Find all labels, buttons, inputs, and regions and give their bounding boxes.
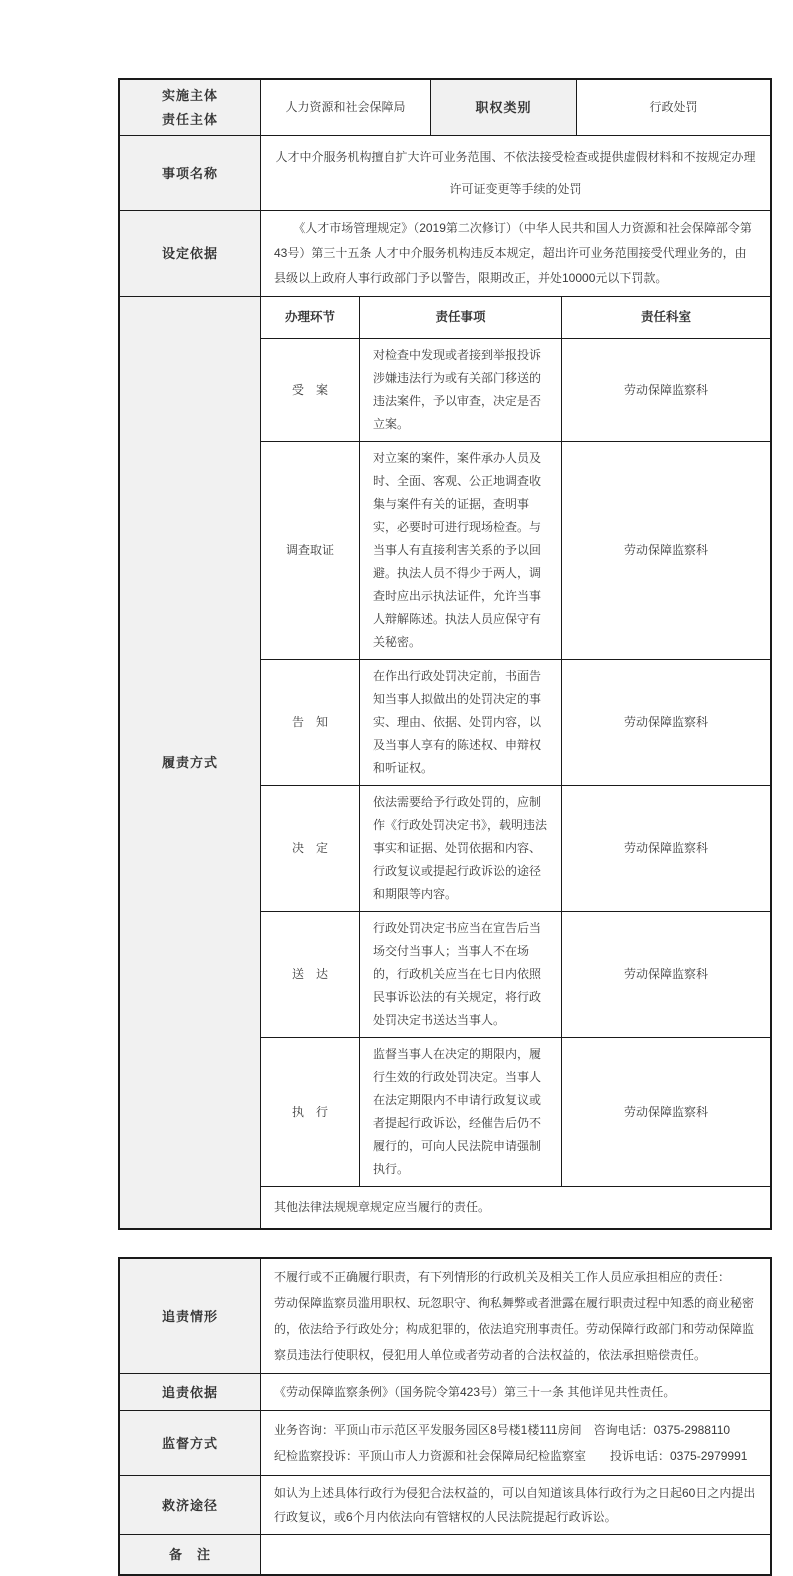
item-name-label-cell: 事项名称 — [120, 136, 260, 210]
step-name: 受 案 — [291, 382, 328, 397]
remedy-value-cell: 如认为上述具体行政行为侵犯合法权益的，可以自知道该具体行政行为之日起60日之内提出行政复议，或6个月内依法向有管辖权的人民法院提起行政诉讼。 — [260, 1476, 770, 1534]
accountability-basis-row — [120, 1373, 770, 1410]
subject-row — [120, 80, 770, 135]
responsibility-list-document — [118, 78, 772, 1576]
power-type-label-cell: 职权类别 — [430, 80, 576, 135]
step-dept: 劳动保障监察科 — [561, 1038, 770, 1186]
subject-label-line2: 责任主体 — [161, 111, 218, 127]
duty-step-row-decide — [261, 785, 770, 911]
remedy-label-cell: 救济途径 — [120, 1476, 260, 1534]
duty-table — [260, 297, 770, 1228]
supervision-line2: 纪检监察投诉：平顶山市人力资源和社会保障局纪检监察室 投诉电话：0375-2979991 — [274, 1449, 748, 1463]
duty-step-row-deliver — [261, 911, 770, 1037]
accountability-label-cell: 追责情形 — [120, 1259, 260, 1373]
duty-label-cell: 履责方式 — [120, 297, 260, 1228]
duty-header-desc: 责任事项 — [359, 297, 561, 338]
step-dept: 劳动保障监察科 — [561, 660, 770, 785]
step-name: 执 行 — [291, 1104, 328, 1119]
accountability-value-cell — [260, 1259, 770, 1373]
duty-footer-row — [261, 1186, 770, 1228]
supervision-row — [120, 1410, 770, 1475]
duty-header-step: 办理环节 — [284, 310, 335, 324]
step-desc: 监督当事人在决定的期限内，履行生效的行政处罚决定。当事人在法定期限内不申请行政复议或者提起行政诉讼，经催告后仍不履行的，可向人民法院申请强制执行。 — [359, 1038, 561, 1186]
remark-value-cell — [260, 1535, 770, 1574]
accountability-row — [120, 1259, 770, 1373]
duty-step-row-accept — [261, 338, 770, 441]
accountability-basis-value-cell: 《劳动保障监察条例》（国务院令第423号）第三十一条 其他详见共性责任。 — [260, 1374, 770, 1410]
accountability-line1: 不履行或不正确履行职责，有下列情形的行政机关及相关工作人员应承担相应的责任： — [274, 1270, 731, 1284]
duty-step-row-execute — [261, 1037, 770, 1186]
duty-header-dept: 责任科室 — [561, 297, 770, 338]
subject-label-line1: 实施主体 — [161, 87, 218, 103]
step-dept: 劳动保障监察科 — [561, 339, 770, 441]
remedy-row — [120, 1475, 770, 1534]
duty-header-row — [261, 297, 770, 338]
item-name-row — [120, 135, 770, 210]
remark-label-cell: 备 注 — [120, 1535, 260, 1574]
step-desc: 对立案的案件，案件承办人员及时、全面、客观、公正地调查收集与案件有关的证据，查明事实，必要时可进行现场检查。与当事人有直接利害关系的予以回避。执法人员不得少于两人，调查时应出示执法证件，允许当事人辩解陈述。执法人员应保守有关秘密。 — [359, 442, 561, 659]
duty-step-row-notify — [261, 659, 770, 785]
duty-row — [120, 296, 770, 1228]
basis-label-cell: 设定依据 — [120, 211, 260, 296]
supervision-label-cell: 监督方式 — [120, 1411, 260, 1475]
step-desc: 行政处罚决定书应当在宣告后当场交付当事人；当事人不在场的，行政机关应当在七日内依照民事诉讼法的有关规定，将行政处罚决定书送达当事人。 — [359, 912, 561, 1037]
supervision-line1: 业务咨询：平顶山市示范区平发服务园区8号楼1楼111房间 咨询电话：0375-2988110 — [274, 1423, 731, 1437]
step-dept: 劳动保障监察科 — [561, 442, 770, 659]
basis-value-cell: 《人才市场管理规定》（2019第二次修订）（中华人民共和国人力资源和社会保障部令第43号）第三十五条 人才中介服务机构违反本规定，超出许可业务范围接受代理业务的，由县级以上政府人事行政部门予以警告，限期改正，并处10000元以下罚款。 — [260, 211, 770, 296]
remark-row — [120, 1534, 770, 1574]
duty-footer-text: 其他法律法规规章规定应当履行的责任。 — [274, 1200, 491, 1214]
step-name: 决 定 — [291, 841, 328, 855]
duty-step-row-investigate — [261, 441, 770, 659]
main-table — [118, 78, 772, 1230]
step-dept: 劳动保障监察科 — [561, 786, 770, 911]
step-desc: 对检查中发现或者接到举报投诉涉嫌违法行为或有关部门移送的违法案件，予以审查，决定是否立案。 — [359, 339, 561, 441]
accountability-table — [118, 1257, 772, 1576]
accountability-basis-label-cell: 追责依据 — [120, 1374, 260, 1410]
basis-row — [120, 210, 770, 296]
step-desc: 依法需要给予行政处罚的，应制作《行政处罚决定书》，载明违法事实和证据、处罚依据和内容、行政复议或提起行政诉讼的途径和期限等内容。 — [359, 786, 561, 911]
step-name: 告 知 — [291, 715, 328, 729]
item-name-value-cell: 人才中介服务机构擅自扩大许可业务范围、不依法接受检查或提供虚假材料和不按规定办理许可证变更等手续的处罚 — [260, 136, 770, 210]
accountability-line2: 劳动保障监察员滥用职权、玩忽职守、徇私舞弊或者泄露在履行职责过程中知悉的商业秘密的，依法给予行政处分；构成犯罪的，依法追究刑事责任。劳动保障行政部门和劳动保障监察员违法行使职权，侵犯用人单位或者劳动者的合法权益的，依法承担赔偿责任。 — [274, 1296, 755, 1362]
step-desc: 在作出行政处罚决定前，书面告知当事人拟做出的处罚决定的事实、理由、依据、处罚内容，以及当事人享有的陈述权、申辩权和听证权。 — [359, 660, 561, 785]
power-type-value-cell: 行政处罚 — [576, 80, 770, 135]
agency-cell: 人力资源和社会保障局 — [260, 80, 430, 135]
step-dept: 劳动保障监察科 — [561, 912, 770, 1037]
supervision-value-cell — [260, 1411, 770, 1475]
subject-label-cell — [120, 80, 260, 135]
step-name: 调查取证 — [285, 543, 334, 557]
step-name: 送 达 — [291, 967, 328, 981]
